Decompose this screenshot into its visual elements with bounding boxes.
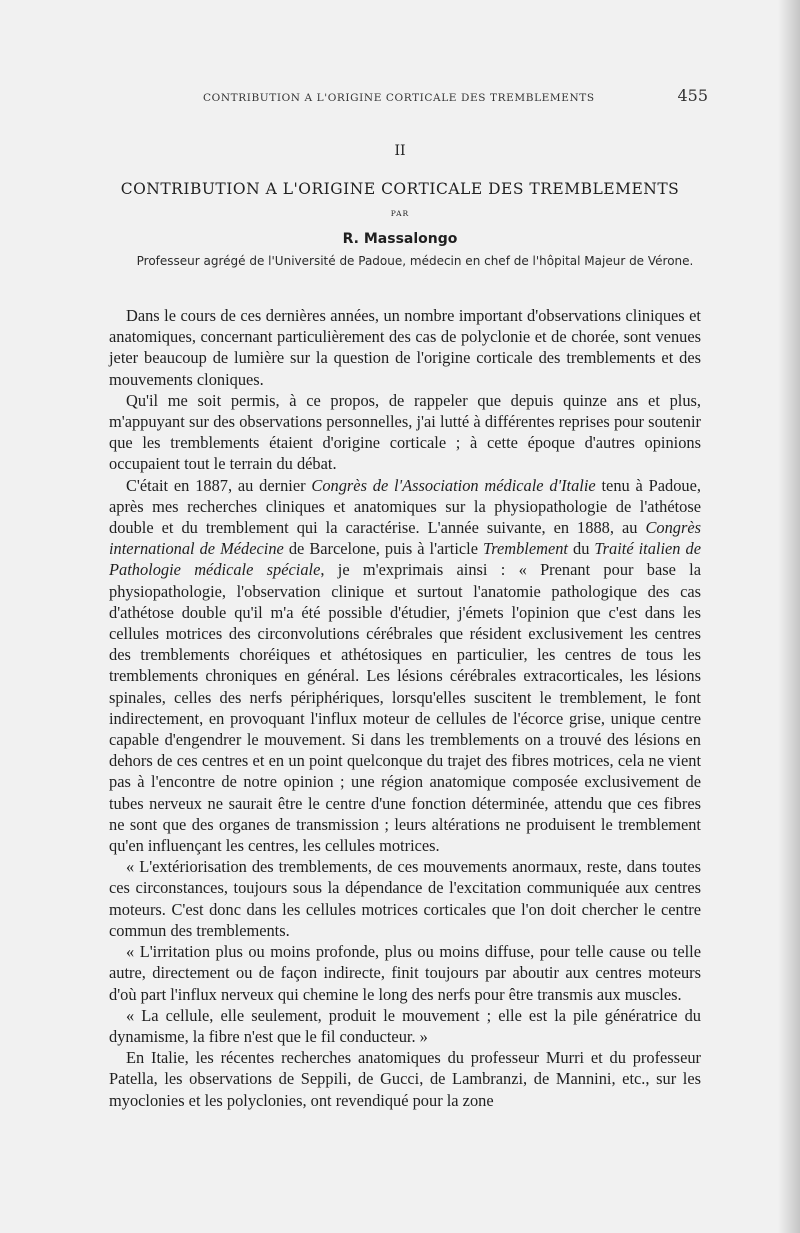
text-run: « L'irritation plus ou moins profonde, plus ou moins diffuse, pour telle cause ou telle autre, directement ou de façon indirecte, finit toujours par aboutir aux centres moteurs d'où part l'influx nerveux qui chemine le long des nerfs pour être transmis aux muscles. <box>109 942 701 1004</box>
italic-citation: Congrès international de Médecine <box>109 518 701 559</box>
article-title: CONTRIBUTION A L'ORIGINE CORTICALE DES TREMBLEMENTS <box>120 180 680 198</box>
body-paragraph <box>109 390 701 475</box>
running-title: CONTRIBUTION A L'ORIGINE CORTICALE DES TREMBLEMENTS <box>203 92 595 104</box>
text-run: tenu à Padoue, après mes recherches cliniques et anatomiques sur la physiopathologie de l'athétose double et du tremblement qui la caractérise. L'année suivante, en 1888, au <box>109 475 701 538</box>
author-affiliation: Professeur agrégé de l'Université de Padoue, médecin en chef de l'hôpital Majeur de Vérone. <box>136 254 694 268</box>
text-run: , je m'exprimais ainsi : « Prenant pour base la physiopathologie, l'observation clinique et surtout l'anatomie pathologique des cas d'athétose double qu'il m'a été possible d'étudier, j'émets l'opinion que c'est dans les cellules motrices des circonvolutions cérébrales que résident exclusivement les centres des tremblements choréiques et athétosiques en particulier, les centres de tous les tremblements chroniques en général. Les lésions cérébrales extracorticales, les lésions spinales, celles des nerfs périphériques, lorsqu'elles suscitent le tremblement, le font indirectement, en provoquant l'influx moteur de cellules de l'écorce grise, unique centre capable d'engendrer le mouvement. Si dans les tremblements on a trouvé des lésions en dehors de ces centres et en un point quelconque du trajet des fibres motrices, cela ne vient pas à l'encontre de notre opinion ; une région anatomique composée exclusivement de tubes nerveux ne saurait être le centre d'une fonction déterminée, attendu que ces fibres ne sont que des organes de transmission ; leurs altérations ne produisent le tremblement qu'en influençant les centres, les cellules motrices. <box>109 560 702 856</box>
text-run: En Italie, les récentes recherches anatomiques du professeur Murri et du professeur Patella, les observations de Seppili, de Gucci, de Lambranzi, de Mannini, etc., sur les myoclonies et les polyclonies, ont revendiqué pour la zone <box>109 1048 701 1110</box>
body-paragraph <box>109 1047 701 1111</box>
body-paragraph <box>109 941 701 1005</box>
body-paragraph <box>109 305 701 390</box>
section-number: II <box>394 143 406 159</box>
body-paragraph <box>109 475 701 857</box>
author-name: R. Massalongo <box>342 231 458 247</box>
text-run: du <box>567 539 595 559</box>
by-label: PAR <box>390 209 410 218</box>
body-paragraph <box>109 1005 701 1047</box>
running-header <box>203 86 708 105</box>
text-run: Dans le cours de ces dernières années, un nombre important d'observations cliniques et anatomiques, concernant particulièrement des cas de polyclonie et de chorée, sont venues jeter beaucoup de lumière sur la question de l'origine corticale des tremblements et des mouvements cloniques. <box>109 306 701 389</box>
body-paragraph <box>109 856 701 941</box>
text-run: C'était en 1887, au dernier <box>126 475 312 495</box>
text-run: de Barcelone, puis à l'article <box>283 539 483 559</box>
text-run: Qu'il me soit permis, à ce propos, de rappeler que depuis quinze ans et plus, m'appuyant sur des observations personnelles, j'ai lutté à différentes reprises pour soutenir que les tremblements étaient d'origine corticale ; à cette époque d'autres opinions occupaient tout le terrain du débat. <box>109 390 701 474</box>
body-text <box>109 305 701 1111</box>
text-run: « L'extériorisation des tremblements, de ces mouvements anormaux, reste, dans toutes ces circonstances, toujours sous la dépendance de l'excitation communiquée aux centres moteurs. C'est donc dans les cellules motrices corticales que l'on doit chercher le centre commun des tremblements. <box>109 857 701 940</box>
page-number: 455 <box>677 86 708 105</box>
italic-citation: Tremblement <box>483 539 568 559</box>
text-run: « La cellule, elle seulement, produit le mouvement ; elle est la pile génératrice du dynamisme, la fibre n'est que le fil conducteur. » <box>109 1005 701 1046</box>
italic-citation: Congrès de l'Association médicale d'Italie <box>311 475 596 495</box>
italic-citation: Traité italien de Pathologie médicale spéciale <box>109 539 701 580</box>
